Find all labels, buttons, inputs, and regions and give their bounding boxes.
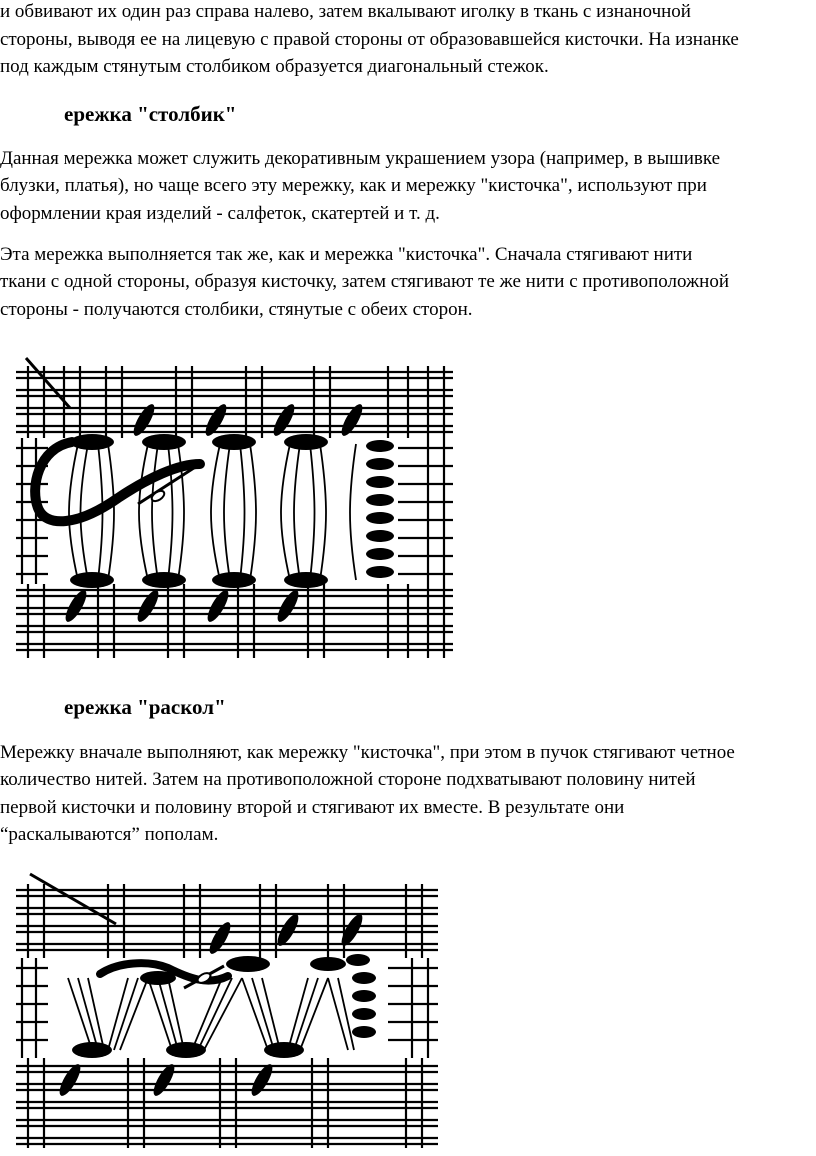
section1-para1-line-3: оформлении края изделий - салфеток, скатертей и т. д. <box>0 203 440 224</box>
raskol-stitch-illustration <box>8 868 448 1152</box>
intro-line-1: и обвивают их один раз справа налево, затем вкалывают иголку в ткань с изнаночной <box>0 1 691 22</box>
intro-line-2: стороны, выводя ее на лицевую с правой стороны от образовавшейся кисточки. На изнанке <box>0 29 739 50</box>
section-heading-raskol: ережка "раскол" <box>64 695 226 719</box>
section1-para2-line-2: ткани с одной стороны, образуя кисточку, затем стягивают те же нити с противоположной <box>0 271 730 292</box>
stolbik-stitch-illustration <box>8 348 458 670</box>
section1-para2-line-3: стороны - получаются столбики, стянутые с обеих сторон. <box>0 299 473 320</box>
section2-para1-line-1: Мережку вначале выполняют, как мережку "кисточка", при этом в пучок стягивают четное <box>0 742 735 763</box>
section2-para1-line-4: “раскалываются” пополам. <box>0 824 219 845</box>
section2-para1-line-2: количество нитей. Затем на противоположной стороне подхватывают половину нитей <box>0 769 696 790</box>
section1-para2-line-1: Эта мережка выполняется так же, как и мережка "кисточка". Сначала стягивают нити <box>0 244 693 265</box>
section1-para1-line-2: блузки, платья), но чаще всего эту мережку, как и мережку "кисточка", используют при <box>0 175 707 196</box>
section2-para1-line-3: первой кисточки и половину второй и стягивают их вместе. В результате они <box>0 797 625 818</box>
section1-para1-line-1: Данная мережка может служить декоративным украшением узора (например, в вышивке <box>0 148 721 169</box>
section-heading-stolbik: ережка "столбик" <box>64 102 237 126</box>
intro-line-3: под каждым стянутым столбиком образуется диагональный стежок. <box>0 56 549 77</box>
